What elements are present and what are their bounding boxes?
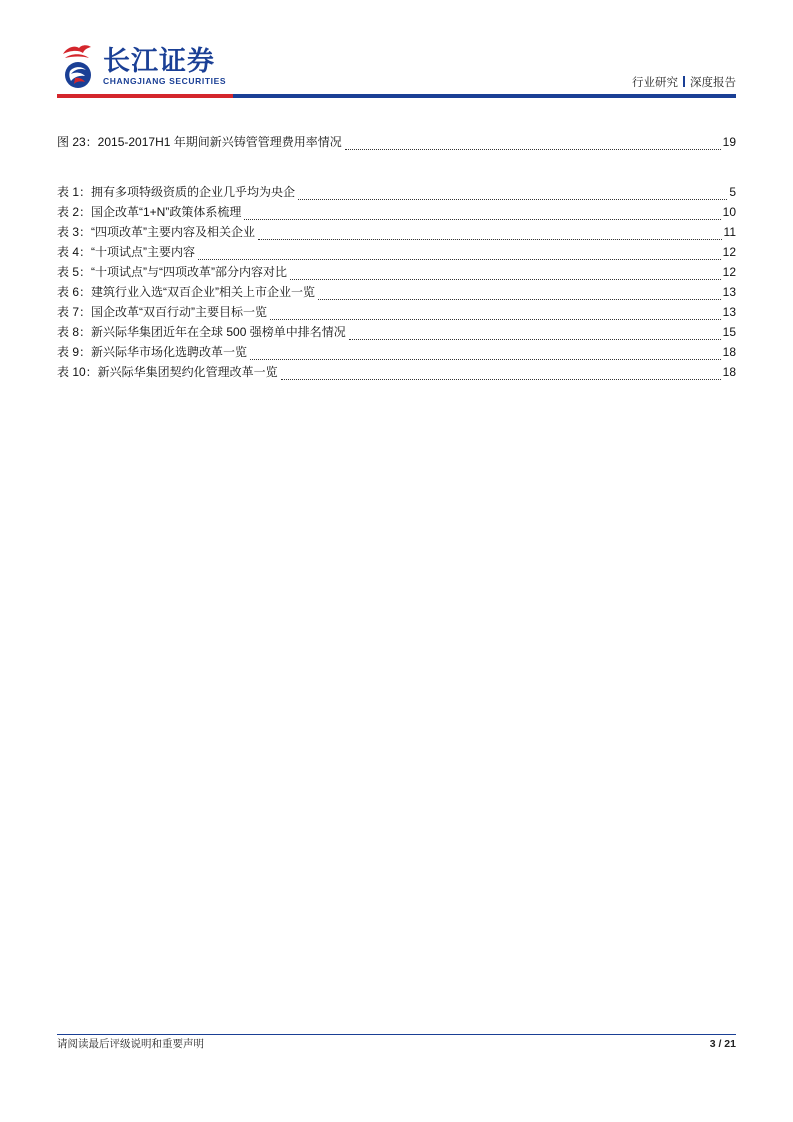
toc-entry-page: 12 (722, 265, 736, 279)
toc-entry-table-5[interactable] (57, 263, 736, 283)
toc-entry-table-6[interactable] (57, 283, 736, 303)
toc-entry-page: 18 (722, 365, 736, 379)
footer-rule (57, 1034, 736, 1035)
toc-entry-page: 5 (729, 185, 736, 199)
toc-entry-label: 表 3：“四项改革”主要内容及相关企业 (57, 225, 256, 239)
toc-entry-page: 12 (722, 245, 736, 259)
toc-entry-page: 11 (723, 225, 736, 239)
page-number: 3 / 21 (709, 1038, 736, 1050)
company-logo (57, 44, 257, 90)
toc-leader-dots (345, 148, 721, 150)
toc-entry-label: 图 23：2015-2017H1 年期间新兴铸管管理费用率情况 (57, 135, 342, 149)
toc-leader-dots (250, 358, 721, 360)
toc-entry-page: 18 (722, 345, 736, 359)
changjiang-logo-icon (57, 44, 101, 90)
header-rule-accent (57, 94, 233, 98)
toc-entry-table-8[interactable] (57, 323, 736, 343)
toc-entry-label: 表 1：拥有多项特级资质的企业几乎均为央企 (57, 185, 296, 199)
toc-entry-label: 表 8：新兴际华集团近年在全球 500 强榜单中排名情况 (57, 325, 346, 339)
toc-entry-figure-23[interactable] (57, 133, 736, 153)
toc-entry-table-2[interactable] (57, 203, 736, 223)
toc-entry-label: 表 4：“十项试点”主要内容 (57, 245, 196, 259)
toc-leader-dots (298, 198, 727, 200)
toc-entry-label: 表 5：“十项试点”与“四项改革”部分内容对比 (57, 265, 287, 279)
logo-chinese-name: 长江证券 (103, 46, 215, 76)
toc-entry-table-10[interactable] (57, 363, 736, 383)
table-list (57, 183, 736, 383)
toc-entry-label: 表 2：国企改革“1+N”政策体系梳理 (57, 205, 242, 219)
toc-entry-table-3[interactable] (57, 223, 736, 243)
report-type-label: 深度报告 (690, 77, 736, 89)
logo-english-name: CHANGJIANG SECURITIES (103, 76, 227, 86)
toc-entry-table-7[interactable] (57, 303, 736, 323)
footer-disclaimer: 请阅读最后评级说明和重要声明 (57, 1038, 204, 1050)
toc-entry-page: 15 (722, 325, 736, 339)
report-category (632, 76, 736, 90)
toc-leader-dots (258, 238, 722, 240)
toc-entry-page: 13 (722, 285, 736, 299)
toc-leader-dots (244, 218, 720, 220)
toc-leader-dots (281, 378, 721, 380)
toc-entry-table-1[interactable] (57, 183, 736, 203)
toc-entry-page: 13 (722, 305, 736, 319)
toc-entry-page: 19 (722, 135, 736, 149)
category-label: 行业研究 (632, 77, 678, 89)
toc-entry-label: 表 10：新兴际华集团契约化管理改革一览 (57, 365, 278, 379)
toc-leader-dots (349, 338, 721, 340)
toc-entry-label: 表 9：新兴际华市场化选聘改革一览 (57, 345, 248, 359)
toc-leader-dots (290, 278, 721, 280)
toc-entry-label: 表 7：国企改革“双百行动”主要目标一览 (57, 305, 268, 319)
toc-leader-dots (270, 318, 721, 320)
toc-leader-dots (318, 298, 721, 300)
toc-entry-label: 表 6：建筑行业入选“双百企业”相关上市企业一览 (57, 285, 316, 299)
toc-entry-table-4[interactable] (57, 243, 736, 263)
toc-entry-page: 10 (722, 205, 736, 219)
toc-leader-dots (198, 258, 721, 260)
category-separator (683, 76, 685, 87)
figure-list (57, 133, 736, 153)
toc-entry-table-9[interactable] (57, 343, 736, 363)
